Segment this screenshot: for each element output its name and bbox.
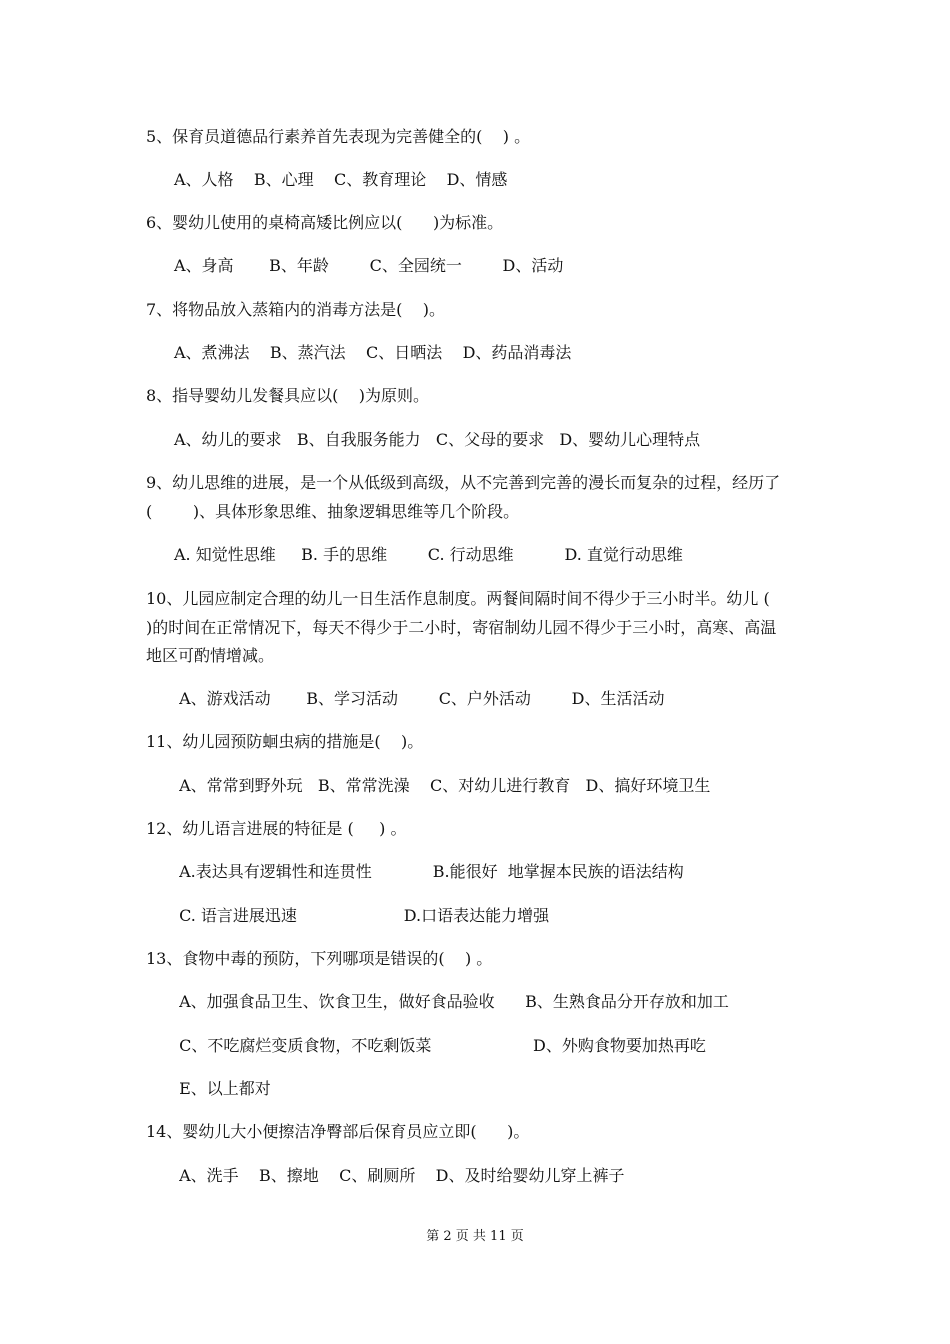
question-10-options: A、游戏活动 B、学习活动 C、户外活动 D、生活活动 — [174, 689, 665, 708]
question-8-text: 8、指导婴幼儿发餐具应以( )为原则。 — [146, 386, 430, 405]
question-14-text: 14、婴幼儿大小便擦洁净臀部后保育员应立即( )。 — [146, 1122, 530, 1141]
question-6-options: A、身高 B、年龄 C、全园统一 D、活动 — [174, 256, 564, 275]
question-9-text-line-1: 9、幼儿思维的进展，是一个从低级到高级，从不完善到完善的漫长而复杂的过程，经历了 — [146, 473, 781, 492]
question-12-options-row-2: C. 语言进展迅速 D.口语表达能力增强 — [174, 906, 550, 925]
question-14-options: A、洗手 B、擦地 C、刷厕所 D、及时给婴幼儿穿上裤子 — [174, 1166, 625, 1185]
question-13-options-row-3: E、以上都对 — [174, 1079, 271, 1098]
question-8-options: A、幼儿的要求 B、自我服务能力 C、父母的要求 D、婴幼儿心理特点 — [174, 430, 701, 449]
question-10-text-line-3: 地区可酌情增减。 — [146, 646, 275, 665]
question-13-text: 13、食物中毒的预防，下列哪项是错误的( ) 。 — [146, 949, 493, 968]
question-7-options: A、煮沸法 B、蒸汽法 C、日晒法 D、药品消毒法 — [174, 343, 572, 362]
question-12-options-row-1: A.表达具有逻辑性和连贯性 B.能很好 地掌握本民族的语法结构 — [174, 862, 684, 881]
question-10-text-line-2: )的时间在正常情况下，每天不得少于二小时，寄宿制幼儿园不得少于三小时，高寒、高温 — [146, 618, 777, 637]
question-9-text-line-2: ( )、具体形象思维、抽象逻辑思维等几个阶段。 — [146, 502, 520, 521]
question-12-text: 12、幼儿语言进展的特征是 ( ) 。 — [146, 819, 407, 838]
question-6-text: 6、婴幼儿使用的桌椅高矮比例应以( )为标准。 — [146, 213, 504, 232]
question-13-options-row-2: C、不吃腐烂变质食物，不吃剩饭菜 D、外购食物要加热再吃 — [174, 1036, 706, 1055]
question-7-text: 7、将物品放入蒸箱内的消毒方法是( )。 — [146, 300, 446, 319]
question-13-options-row-1: A、加强食品卫生、饮食卫生，做好食品验收 B、生熟食品分开存放和加工 — [174, 992, 729, 1011]
question-11-text: 11、幼儿园预防蛔虫病的措施是( )。 — [146, 732, 424, 751]
question-11-options: A、常常到野外玩 B、常常洗澡 C、对幼儿进行教育 D、搞好环境卫生 — [174, 776, 711, 795]
page-footer: 第 2 页 共 11 页 — [426, 1229, 524, 1244]
question-10-text-line-1: 10、儿园应制定合理的幼儿一日生活作息制度。两餐间隔时间不得少于三小时半。幼儿 ( — [146, 589, 770, 608]
question-5-text: 5、保育员道德品行素养首先表现为完善健全的( ) 。 — [146, 127, 531, 146]
question-5-options: A、人格 B、心理 C、教育理论 D、情感 — [174, 170, 508, 189]
question-9-options: A. 知觉性思维 B. 手的思维 C. 行动思维 D. 直觉行动思维 — [174, 545, 683, 564]
